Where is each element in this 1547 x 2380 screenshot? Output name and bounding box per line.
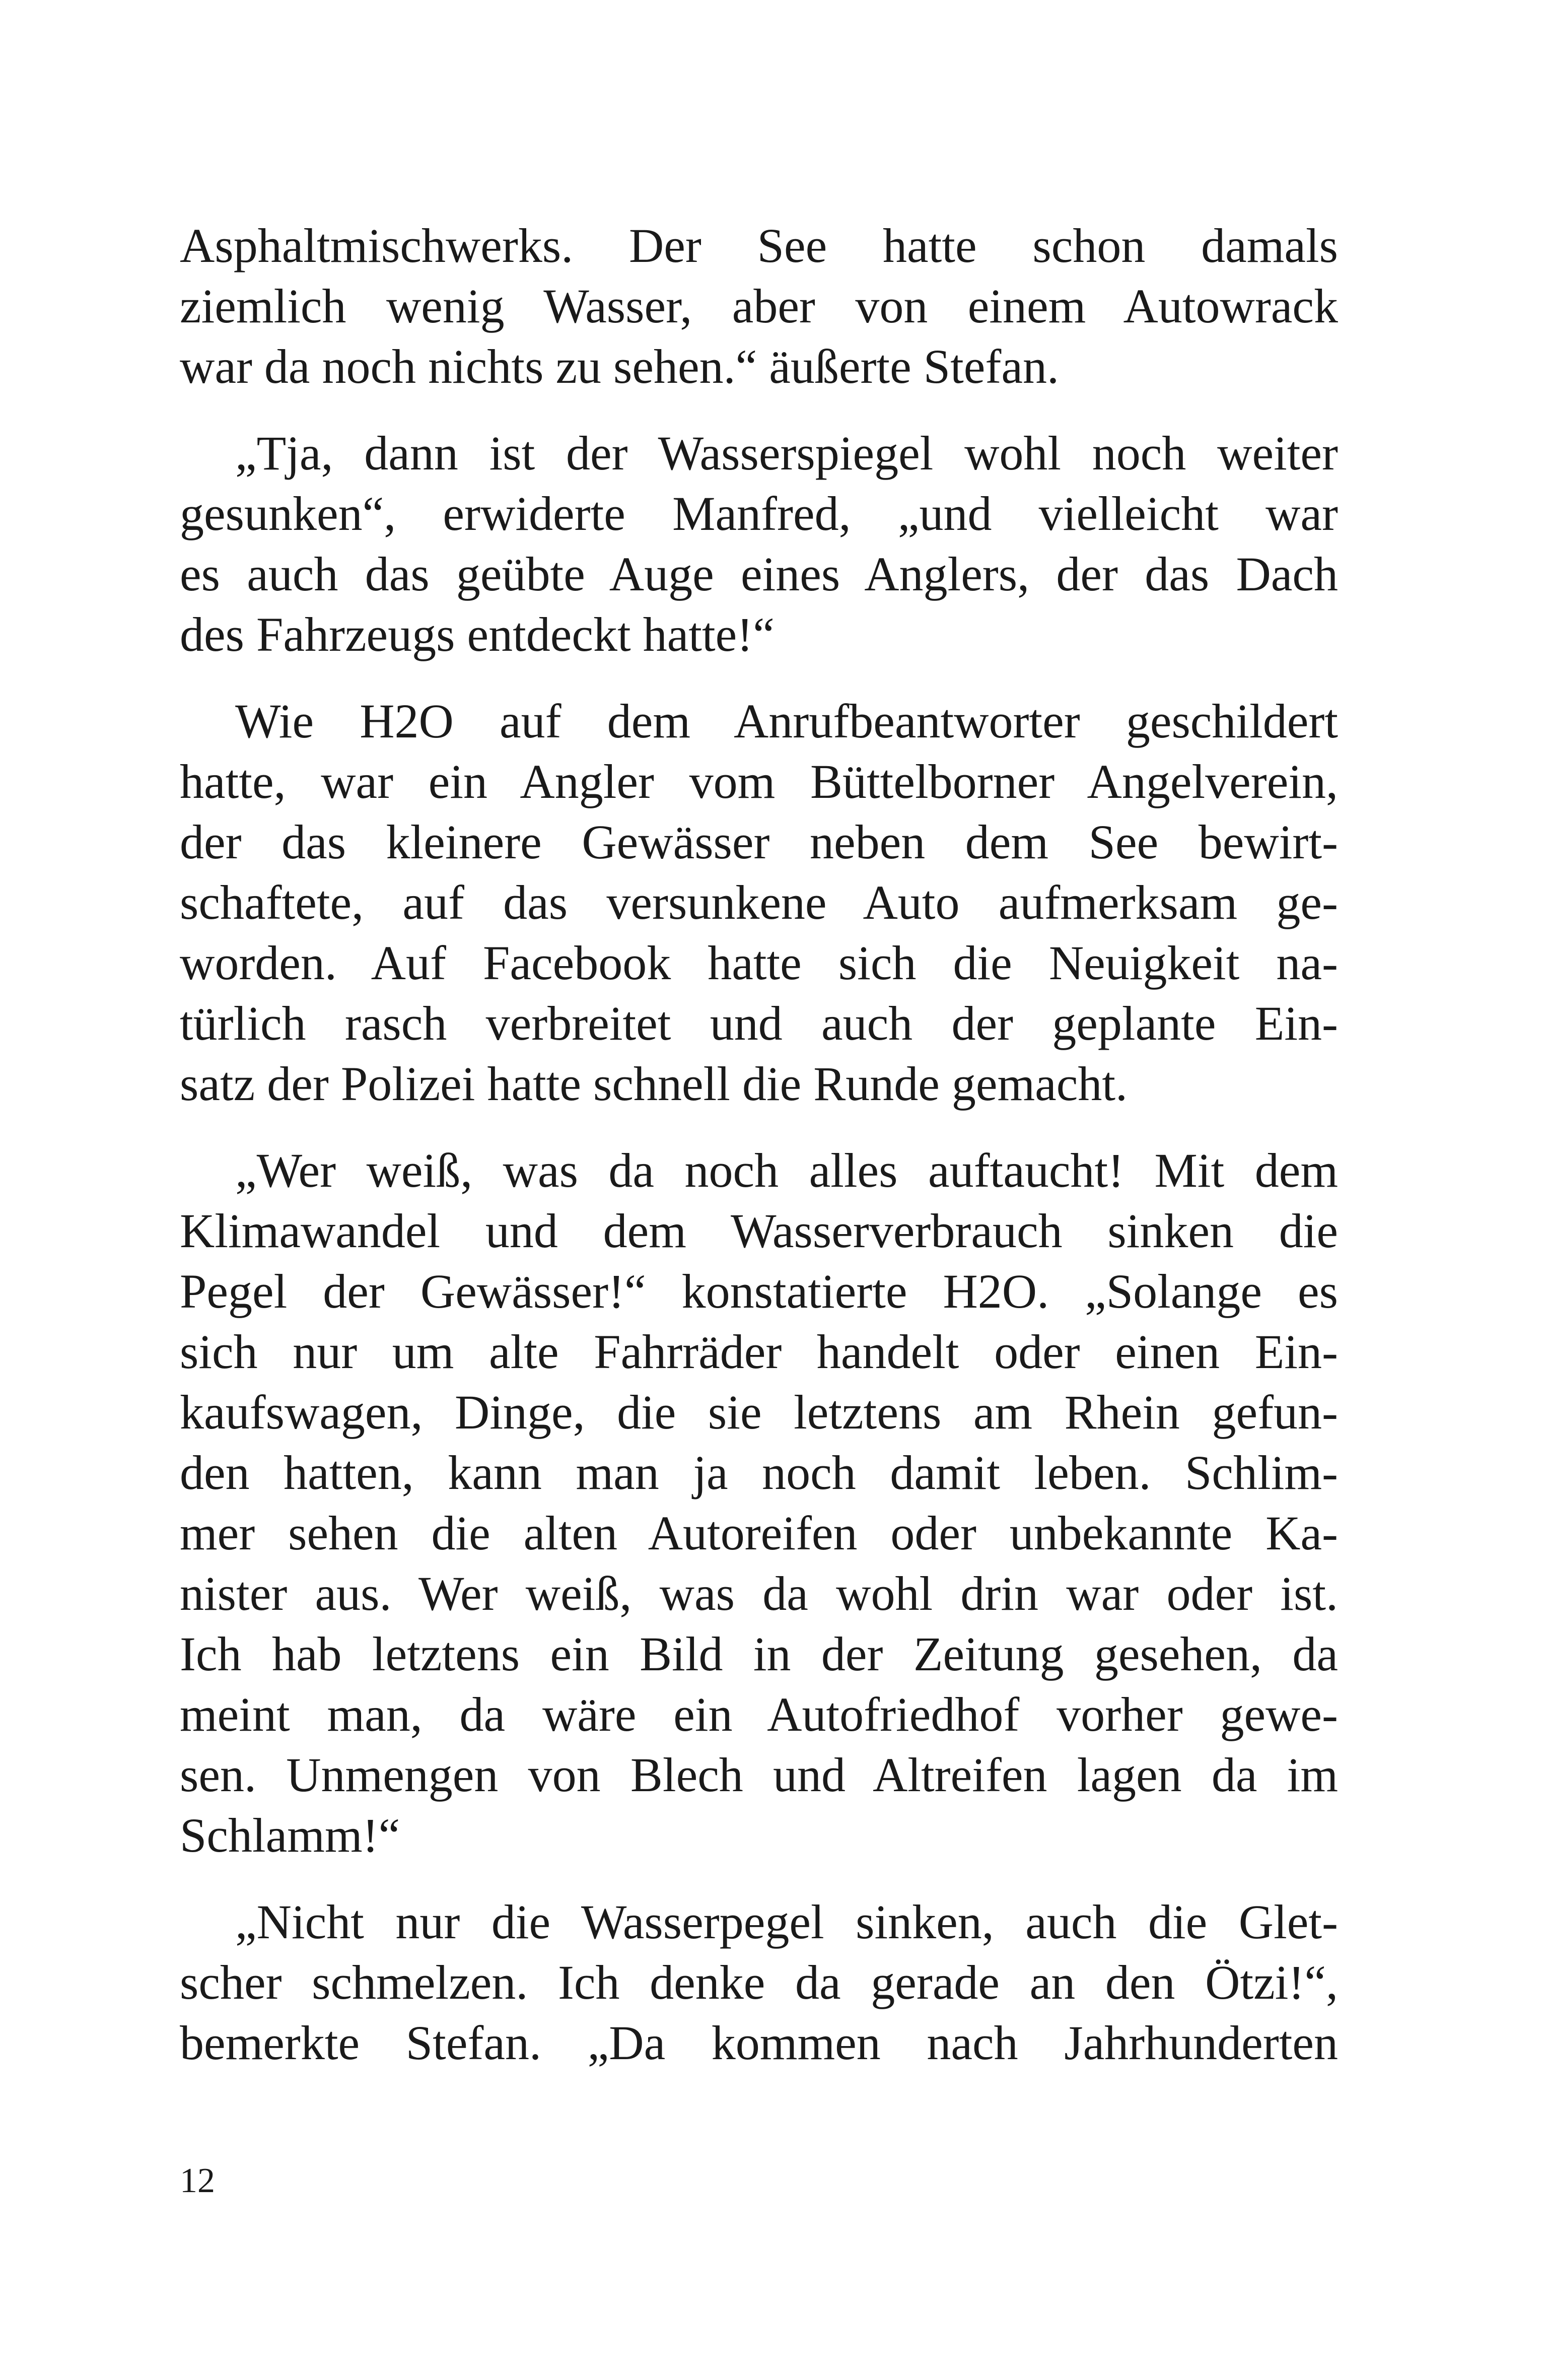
text-line: der das kleinere Gewässer neben dem See bewirt- xyxy=(180,815,1338,869)
text-line: gesunken“, erwiderte Manfred, „und vielleicht war xyxy=(180,487,1338,540)
text-line: hatte, war ein Angler vom Büttelborner Angelverein, xyxy=(180,755,1338,808)
text-line: es auch das geübte Auge eines Anglers, der das Dach xyxy=(180,547,1338,601)
text-line: mer sehen die alten Autoreifen oder unbekannte Ka- xyxy=(180,1506,1338,1560)
page-number: 12 xyxy=(180,2161,215,2200)
text-line: war da noch nichts zu sehen.“ äußerte Stefan. xyxy=(180,339,1059,393)
text-line: scher schmelzen. Ich denke da gerade an den Ötzi!“, xyxy=(180,1955,1338,2009)
text-line: meint man, da wäre ein Autofriedhof vorher gewe- xyxy=(180,1687,1338,1741)
text-line: den hatten, kann man ja noch damit leben. Schlim- xyxy=(180,1446,1338,1500)
text-line: türlich rasch verbreitet und auch der geplante Ein- xyxy=(180,996,1338,1050)
text-line: bemerkte Stefan. „Da kommen nach Jahrhunderten xyxy=(180,2016,1338,2070)
text-line: schaftete, auf das versunkene Auto aufmerksam ge- xyxy=(180,875,1338,929)
text-line: „Nicht nur die Wasserpegel sinken, auch die Glet- xyxy=(235,1895,1338,1949)
text-line: Pegel der Gewässer!“ konstatierte H2O. „Solange es xyxy=(180,1264,1338,1318)
text-line: Schlamm!“ xyxy=(180,1808,400,1862)
text-line: Wie H2O auf dem Anrufbeantworter geschildert xyxy=(235,694,1338,748)
text-line: des Fahrzeugs entdeckt hatte!“ xyxy=(180,607,775,661)
text-line: Ich hab letztens ein Bild in der Zeitung gesehen, da xyxy=(180,1627,1338,1681)
paragraph-1 xyxy=(180,216,1338,397)
text-line: sen. Unmengen von Blech und Altreifen lagen da im xyxy=(180,1748,1338,1802)
text-line: sich nur um alte Fahrräder handelt oder einen Ein- xyxy=(180,1325,1338,1379)
text-line: „Tja, dann ist der Wasserspiegel wohl noch weiter xyxy=(235,426,1338,480)
text-line: kaufswagen, Dinge, die sie letztens am Rhein gefun- xyxy=(180,1385,1338,1439)
text-line: ziemlich wenig Wasser, aber von einem Autowrack xyxy=(180,279,1338,333)
paragraph-5 xyxy=(180,1892,1338,2073)
paragraph-3 xyxy=(180,691,1338,1114)
body-text xyxy=(180,216,1338,2099)
text-line: nister aus. Wer weiß, was da wohl drin war oder ist. xyxy=(180,1567,1338,1620)
text-line: satz der Polizei hatte schnell die Runde gemacht. xyxy=(180,1057,1128,1111)
text-line: Asphaltmischwerks. Der See hatte schon damals xyxy=(180,219,1338,273)
text-line: Klimawandel und dem Wasserverbrauch sinken die xyxy=(180,1204,1338,1258)
paragraph-2 xyxy=(180,423,1338,665)
paragraph-4 xyxy=(180,1140,1338,1866)
text-line: „Wer weiß, was da noch alles auftaucht! Mit dem xyxy=(235,1143,1338,1197)
text-line: worden. Auf Facebook hatte sich die Neuigkeit na- xyxy=(180,936,1338,990)
